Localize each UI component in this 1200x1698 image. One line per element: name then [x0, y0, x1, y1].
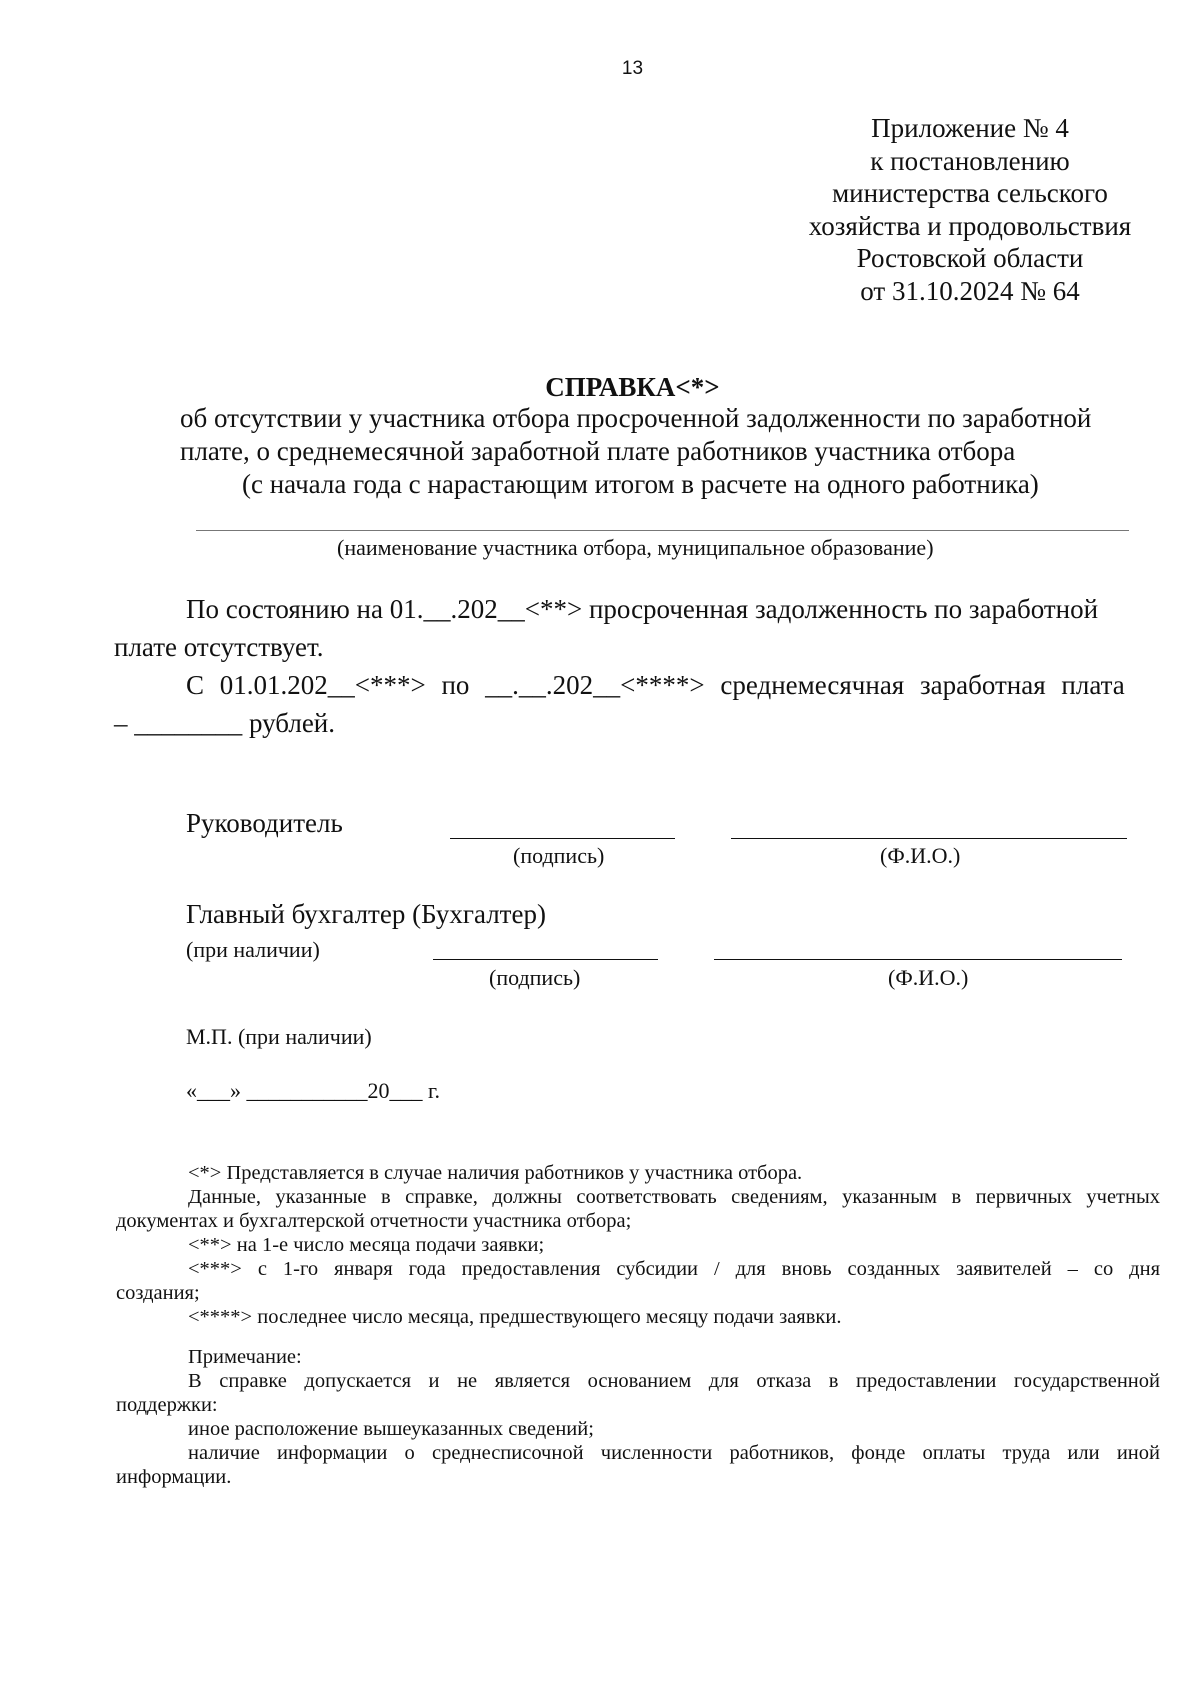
appendix-line: Ростовской области — [856, 243, 1084, 273]
note-item-1: В справке допускается и не является основанием для отказа в предоставлении государственной — [188, 1370, 1160, 1392]
page-number: 13 — [621, 58, 644, 79]
body-paragraph-2-cont: – ________ рублей. — [114, 708, 336, 738]
director-fio-caption: (Ф.И.О.) — [880, 843, 961, 868]
stamp-label: М.П. (при наличии) — [186, 1024, 372, 1049]
body-paragraph-1-cont: плате отсутствует. — [114, 632, 324, 662]
footnote-1b-cont: документах и бухгалтерской отчетности участника отбора; — [116, 1210, 632, 1232]
note-item-1-cont: поддержки: — [116, 1394, 218, 1416]
appendix-line: от 31.10.2024 № 64 — [860, 275, 1080, 306]
note-item-3-cont: информации. — [116, 1466, 232, 1488]
footnote-3-cont: создания; — [116, 1282, 200, 1304]
name-caption: (наименование участника отбора, муниципальное образование) — [337, 535, 934, 560]
subtitle-line: об отсутствии у участника отбора просроченной задолженности по заработной — [180, 403, 1092, 433]
accountant-if-any: (при наличии) — [186, 937, 320, 962]
accountant-signature-line — [433, 959, 658, 960]
appendix-line: хозяйства и продовольствия — [808, 210, 1132, 241]
note-title: Примечание: — [188, 1346, 302, 1368]
note-item-3: наличие информации о среднесписочной численности работников, фонде оплаты труда или иной — [188, 1442, 1160, 1464]
footnotes — [116, 1161, 1160, 1329]
director-label: Руководитель — [186, 808, 343, 838]
body-paragraph-1: По состоянию на 01.__.202__<**> просроченная задолженность по заработной — [186, 594, 1099, 624]
document-title: СПРАВКА<*> — [545, 372, 720, 402]
accountant-fio-caption: (Ф.И.О.) — [888, 965, 969, 990]
note-item-2: иное расположение вышеуказанных сведений; — [188, 1418, 594, 1440]
date-line: «___» ___________20___ г. — [186, 1078, 441, 1103]
accountant-label: Главный бухгалтер (Бухгалтер) — [186, 899, 546, 929]
footnote-2: <**> на 1-е число месяца подачи заявки; — [188, 1234, 545, 1256]
appendix-header — [740, 112, 1200, 307]
body-paragraph-2: С 01.01.202__<***> по __.__.202__<****> среднемесячная заработная плата — [186, 670, 1125, 700]
director-signature-caption: (подпись) — [513, 843, 605, 868]
director-signature-line — [450, 838, 675, 839]
accountant-signature-caption: (подпись) — [489, 965, 581, 990]
subtitle-line: плате, о среднемесячной заработной плате работников участника отбора — [180, 436, 1016, 466]
appendix-line: Приложение № 4 — [871, 113, 1069, 143]
footnote-1b: Данные, указанные в справке, должны соответствовать сведениям, указанным в первичных учетных — [188, 1186, 1160, 1208]
name-fill-line — [196, 530, 1129, 531]
footnote-4: <****> последнее число месяца, предшествующего месяцу подачи заявки. — [188, 1306, 842, 1328]
note-section — [116, 1345, 1160, 1489]
footnote-3: <***> с 1-го января года предоставления субсидии / для вновь созданных заявителей – со дня — [188, 1258, 1160, 1280]
appendix-line: к постановлению — [870, 145, 1070, 176]
footnote-1: <*> Представляется в случае наличия работников у участника отбора. — [188, 1162, 803, 1184]
appendix-line: министерства сельского — [832, 178, 1108, 208]
director-fio-line — [731, 838, 1127, 839]
subtitle-line: (с начала года с нарастающим итогом в расчете на одного работника) — [242, 469, 1039, 499]
accountant-fio-line — [714, 959, 1122, 960]
